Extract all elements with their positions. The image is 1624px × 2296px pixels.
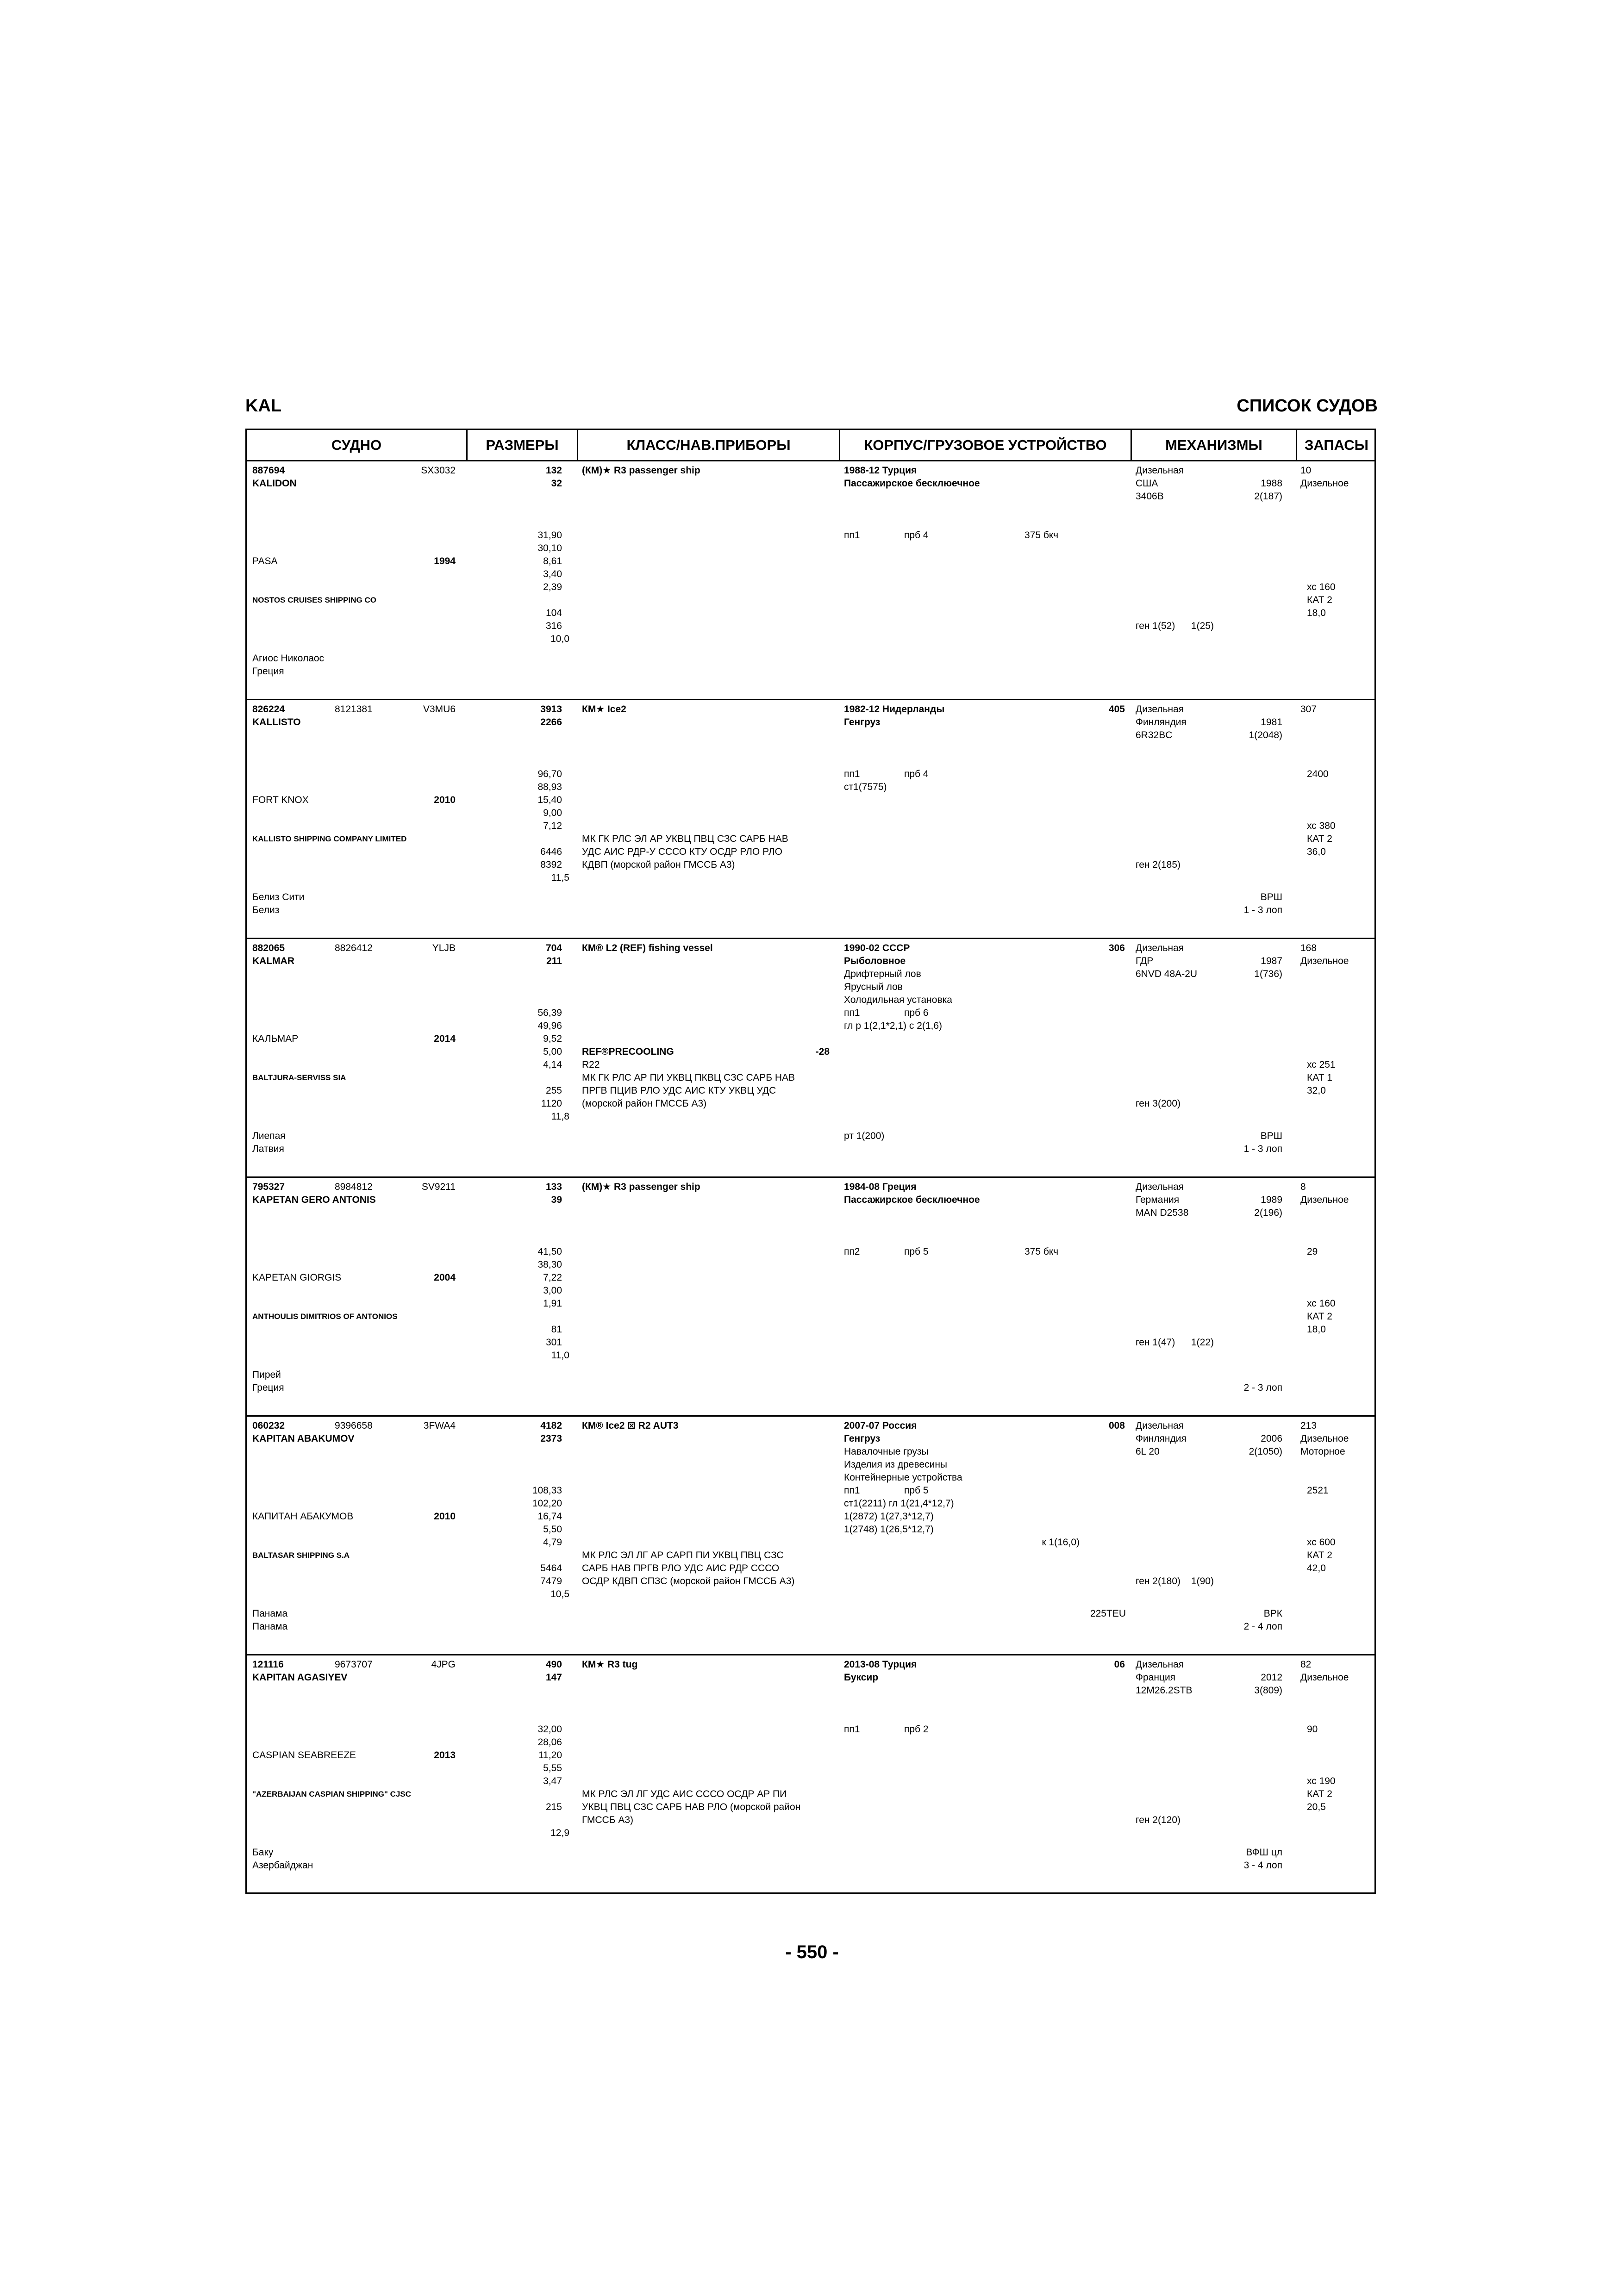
generators: ген 2(120) [1136,1815,1181,1825]
stock-value: хс 190 [1307,1776,1336,1786]
dimension-value: 15,40 [537,795,562,805]
class-notation: КМ★ R3 tug [582,1659,638,1670]
page-number: - 550 - [785,1942,839,1962]
bulkheads: прб 4 [904,769,929,779]
class-notation: КМ★ Ice2 [582,704,626,715]
ship-name: KAPITAN AGASIYEV [252,1672,348,1683]
gross-tonnage: 490 [545,1659,562,1670]
machinery-line: Дизельная [1136,1182,1184,1192]
speed: 11,8 [551,1111,569,1122]
build-date-country: 1990-02 СССР [844,943,910,953]
hold-dimension-line: 1(2748) 1(26,5*12,7) [844,1524,934,1535]
net-tonnage: 39 [551,1195,562,1205]
propeller: ВФШ цл [1246,1847,1282,1858]
generators-aux: 1(90) [1191,1576,1214,1587]
imo-number: 8121381 [335,704,373,715]
former-name-year: 1994 [434,556,456,566]
capacity-a: 5464 [540,1563,562,1574]
ship-record [247,1655,1374,1894]
capacity-b: 8392 [540,859,562,870]
capacity-a: 81 [551,1324,562,1335]
home-port: Баку [252,1847,274,1858]
stock-value: КАТ 2 [1307,595,1332,605]
gross-tonnage: 4182 [540,1420,562,1431]
build-date-country: 2013-08 Турция [844,1659,917,1670]
dimension-value: 5,00 [543,1046,562,1057]
stock-value: хс 251 [1307,1059,1336,1070]
stock-value: КАТ 1 [1307,1072,1332,1083]
stock-value: КАТ 2 [1307,1550,1332,1561]
dimension-value: 4,79 [543,1537,562,1548]
class-notation: КМ® Ice2 ⊠ R2 AUT3 [582,1420,679,1431]
col-header-hull: КОРПУС/ГРУЗОВОЕ УСТРОЙСТВО [839,430,1131,460]
stock-fuel-type: Дизельное [1300,478,1349,489]
stock-value: 18,0 [1307,1324,1326,1335]
capacity-b: 301 [545,1337,562,1348]
call-sign: V3MU6 [423,704,456,715]
propeller: ВРК [1263,1608,1282,1619]
nav-equipment-line: КДВП (морской район ГМССБ А3) [582,859,735,870]
ship-name: KAPITAN ABAKUMOV [252,1433,355,1444]
machinery-power: 2(196) [1254,1207,1282,1218]
hull-type-line: Ярусный лов [844,982,903,992]
generators: ген 1(47) [1136,1337,1175,1348]
machinery-line: 6R32BC [1136,730,1173,740]
hold-dimension-line: ст1(7575) [844,782,887,792]
build-date-country: 1982-12 Нидерланды [844,704,945,715]
propeller-blades: 3 - 4 лоп [1243,1860,1282,1871]
net-tonnage: 32 [551,478,562,489]
imo-number: 9673707 [335,1659,373,1670]
owner: "AZERBAIJAN CASPIAN SHIPPING" CJSC [252,1790,411,1798]
hull-bottom-info: рт 1(200) [844,1131,885,1141]
stock-value: КАТ 2 [1307,1789,1332,1799]
decks: пп2 [844,1246,860,1257]
dimension-value: 41,50 [537,1246,562,1257]
dimension-value: 3,47 [543,1776,562,1786]
ship-record [247,1417,1374,1655]
dimension-value: 1,91 [543,1298,562,1309]
owner: BALTASAR SHIPPING S.A [252,1551,350,1560]
dimension-value: 7,22 [543,1272,562,1283]
hull-code: 008 [1108,1420,1125,1431]
former-name-year: 2010 [434,1511,456,1522]
home-port: Панама [252,1608,288,1619]
capacity-b: 316 [545,621,562,631]
dimension-value: 11,20 [538,1750,562,1761]
former-name-year: 2010 [434,795,456,805]
reg-number: 060232 [252,1420,285,1431]
machinery-year: 1989 [1261,1195,1282,1205]
nav-equipment-line: МК РЛС ЭЛ ЛГ УДС АИС СССО ОСДР АР ПИ [582,1789,787,1799]
generators: ген 1(52) [1136,621,1175,631]
ships-table [245,429,1376,1894]
imo-number: 8826412 [335,943,373,953]
dimension-value: 102,20 [532,1498,562,1509]
stock-fuel-amount: 168 [1300,943,1317,953]
reg-number: 826224 [252,704,285,715]
imo-number: 9396658 [335,1420,373,1431]
col-header-class: КЛАСС/НАВ.ПРИБОРЫ [577,430,839,460]
decks: пп1 [844,1485,860,1496]
hull-type-line: Пассажирское бесклюечное [844,478,980,489]
machinery-line: Дизельная [1136,1420,1184,1431]
hull-code: 405 [1108,704,1125,715]
nav-equipment-line: МК ГК РЛС АР ПИ УКВЦ ПКВЦ СЗС САРБ НАВ [582,1072,795,1083]
stock-water: 90 [1307,1724,1318,1735]
propeller: ВРШ [1260,892,1282,902]
capacity-a: 215 [545,1802,562,1812]
machinery-line: Франция [1136,1672,1176,1683]
nav-equipment-line: ПРГВ ПЦИВ РЛО УДС АИС КТУ УКВЦ УДС [582,1085,776,1096]
stock-fuel-amount: 8 [1300,1182,1306,1192]
machinery-line: 12M26.2STB [1136,1685,1193,1696]
build-date-country: 2007-07 Россия [844,1420,917,1431]
flag-state: Латвия [252,1144,284,1154]
propeller-blades: 1 - 3 лоп [1243,905,1282,915]
call-sign: SX3032 [421,465,456,476]
imo-number: 8984812 [335,1182,373,1192]
machinery-power: 2(1050) [1249,1446,1282,1457]
stock-value: 18,0 [1307,608,1326,618]
call-sign: SV9211 [421,1182,456,1192]
col-header-ship: СУДНО [331,437,382,453]
machinery-line: Дизельная [1136,465,1184,476]
table-header [247,430,1374,461]
stock-value: КАТ 2 [1307,834,1332,844]
home-port: Белиз Сити [252,892,305,902]
former-name: КАПИТАН АБАКУМОВ [252,1511,354,1522]
propeller-blades: 2 - 4 лоп [1243,1621,1282,1632]
ship-record [247,700,1374,939]
stock-fuel-type: Моторное [1300,1446,1345,1457]
former-name: КАЛЬМАР [252,1033,299,1044]
nav-equipment-line: МК ГК РЛС ЭЛ АР УКВЦ ПВЦ СЗС САРБ НАВ [582,834,788,844]
nav-equipment-line: САРБ НАВ ПРГВ РЛО УДС АИС РДР СССО [582,1563,780,1574]
stock-fuel-amount: 213 [1300,1420,1317,1431]
class-notation: КМ® L2 (REF) fishing vessel [582,943,713,953]
call-sign: 3FWA4 [423,1420,456,1431]
decks: пп1 [844,1724,860,1735]
capacity-a: 104 [545,608,562,618]
ship-name: KALMAR [252,956,294,966]
hull-type-line: Дрифтерный лов [844,969,921,979]
machinery-line: 3406B [1136,491,1164,502]
owner: NOSTOS CRUISES SHIPPING CO [252,596,376,604]
stock-value: 32,0 [1307,1085,1326,1096]
gross-tonnage: 133 [545,1182,562,1192]
stock-value: хс 160 [1307,582,1336,592]
nav-equipment-line: ОСДР КДВП СПЗС (морской район ГМССБ А3) [582,1576,795,1587]
bulkheads: прб 5 [904,1246,929,1257]
dimension-value: 4,14 [543,1059,562,1070]
ref-notation: REF®PRECOOLING [582,1046,674,1057]
bulkheads: прб 4 [904,530,929,541]
class-notation: (КМ)★ R3 passenger ship [582,465,700,476]
dimension-value: 56,39 [537,1008,562,1018]
former-name: KAPETAN GIORGIS [252,1272,342,1283]
machinery-line: Финляндия [1136,1433,1187,1444]
container-capacity: 225TEU [1090,1608,1126,1619]
dimension-value: 9,52 [543,1033,562,1044]
section-code: KAL [245,396,282,416]
bulkheads: прб 6 [904,1008,929,1018]
stock-water: 2521 [1307,1485,1329,1496]
ship-name: KAPETAN GERO ANTONIS [252,1195,376,1205]
stock-fuel-amount: 307 [1300,704,1317,715]
machinery-line: Дизельная [1136,704,1184,715]
dimension-value: 108,33 [532,1485,562,1496]
nav-equipment-line: ГМССБ А3) [582,1815,634,1825]
former-name: CASPIAN SEABREEZE [252,1750,356,1761]
stock-fuel-type: Дизельное [1300,1672,1349,1683]
stock-fuel-amount: 82 [1300,1659,1312,1670]
home-port: Лиепая [252,1131,286,1141]
machinery-line: Дизельная [1136,1659,1184,1670]
dimension-value: 28,06 [537,1737,562,1748]
machinery-line: 6L 20 [1136,1446,1160,1457]
propeller-blades: 1 - 3 лоп [1243,1144,1282,1154]
gross-tonnage: 132 [545,465,562,476]
stock-value: 42,0 [1307,1563,1326,1574]
dimension-value: 7,12 [543,821,562,831]
hull-type-line: Буксир [844,1672,879,1683]
generators-aux: 1(25) [1191,621,1214,631]
speed: 10,5 [550,1589,569,1599]
home-port: Агиос Николаос [252,653,325,664]
flag-state: Греция [252,666,284,677]
machinery-line: США [1136,478,1158,489]
dimension-value: 31,90 [537,530,562,541]
speed: 10,0 [550,634,569,644]
speed: 12,9 [550,1828,569,1838]
propeller-blades: 2 - 3 лоп [1243,1382,1282,1393]
flag-state: Панама [252,1621,288,1632]
former-name-year: 2014 [434,1033,456,1044]
speed: 11,0 [551,1350,569,1361]
machinery-year: 1987 [1261,956,1282,966]
dimension-value: 88,93 [537,782,562,792]
dimension-value: 96,70 [537,769,562,779]
net-tonnage: 211 [546,956,562,966]
refrigerant: R22 [582,1059,600,1070]
stock-fuel-type: Дизельное [1300,1195,1349,1205]
col-header-stocks: ЗАПАСЫ [1296,430,1376,460]
capacity-b: 1120 [541,1098,562,1109]
machinery-line: Дизельная [1136,943,1184,953]
call-sign: 4JPG [431,1659,456,1670]
decks: пп1 [844,1008,860,1018]
net-tonnage: 2266 [540,717,562,728]
nav-equipment-line: (морской район ГМССБ А3) [582,1098,707,1109]
stock-value: 20,5 [1307,1802,1326,1812]
reg-number: 121116 [252,1659,284,1670]
flag-state: Белиз [252,905,280,915]
hull-type-line: Контейнерные устройства [844,1472,962,1483]
nav-equipment-line: МК РЛС ЭЛ ЛГ АР САРП ПИ УКВЦ ПВЦ СЗС [582,1550,784,1561]
capacity-a: 6446 [540,846,562,857]
ship-name: KALIDON [252,478,297,489]
stock-water: 2400 [1307,769,1329,779]
gross-tonnage: 3913 [540,704,562,715]
dimension-value: 2,39 [543,582,562,592]
machinery-year: 2006 [1261,1433,1282,1444]
generators: ген 2(180) [1136,1576,1181,1587]
stock-fuel-amount: 10 [1300,465,1312,476]
dimension-value: 38,30 [537,1259,562,1270]
hold-dimension-line: ст1(2211) гл 1(21,4*12,7) [844,1498,954,1509]
hull-extra: 375 бкч [1024,530,1059,541]
nav-equipment-line: УДС АИС РДР-У СССО КТУ ОСДР РЛО РЛО [582,846,782,857]
hull-type-line: Холодильная установка [844,995,952,1005]
owner: BALTJURA-SERVISS SIA [252,1073,346,1082]
nav-equipment-line: УКВЦ ПВЦ СЗС САРБ НАВ РЛО (морской район [582,1802,801,1812]
gross-tonnage: 704 [545,943,562,953]
dimension-value: 16,74 [537,1511,562,1522]
machinery-year: 1981 [1261,717,1282,728]
stock-value: хс 600 [1307,1537,1336,1548]
hold-dimension-line: гл р 1(2,1*2,1) с 2(1,6) [844,1020,943,1031]
hull-type-line: Генгруз [844,717,881,728]
machinery-line: 6NVD 48A-2U [1136,969,1198,979]
hull-type-line: Пассажирское бесклюечное [844,1195,980,1205]
reg-number: 882065 [252,943,285,953]
build-date-country: 1984-08 Греция [844,1182,917,1192]
hull-type-line: Навалочные грузы [844,1446,929,1457]
former-name: PASA [252,556,278,566]
page-title: СПИСОК СУДОВ [1237,396,1378,416]
flag-state: Греция [252,1382,284,1393]
hull-code: 306 [1108,943,1125,953]
home-port: Пирей [252,1369,281,1380]
ship-record [247,461,1374,700]
owner: ANTHOULIS DIMITRIOS OF ANTONIOS [252,1312,398,1321]
machinery-power: 1(2048) [1249,730,1282,740]
crane-info: к 1(16,0) [1042,1537,1080,1548]
generators: ген 2(185) [1136,859,1181,870]
hull-type-line: Изделия из древесины [844,1459,948,1470]
net-tonnage: 147 [545,1672,562,1683]
ship-record [247,939,1374,1178]
flag-state: Азербайджан [252,1860,313,1871]
dimension-value: 3,40 [543,569,562,579]
speed: 11,5 [551,872,569,883]
class-notation: (КМ)★ R3 passenger ship [582,1182,700,1192]
capacity-a: 255 [545,1085,562,1096]
former-name: FORT KNOX [252,795,309,805]
reg-number: 795327 [252,1182,285,1192]
dimension-value: 8,61 [543,556,562,566]
col-header-machinery: МЕХАНИЗМЫ [1131,430,1296,460]
dimension-value: 9,00 [543,808,562,818]
bulkheads: прб 2 [904,1724,929,1735]
stock-water: 29 [1307,1246,1318,1257]
machinery-power: 2(187) [1254,491,1282,502]
machinery-line: ГДР [1136,956,1154,966]
former-name-year: 2004 [434,1272,456,1283]
hull-type-line: Рыболовное [844,956,906,966]
stock-value: хс 160 [1307,1298,1336,1309]
reg-number: 887694 [252,465,285,476]
generators-aux: 1(22) [1191,1337,1214,1348]
ship-record [247,1178,1374,1417]
hull-type-line: Генгруз [844,1433,881,1444]
machinery-line: Германия [1136,1195,1180,1205]
stock-value: 36,0 [1307,846,1326,857]
dimension-value: 30,10 [537,543,562,554]
generators: ген 3(200) [1136,1098,1181,1109]
col-header-dimensions: РАЗМЕРЫ [466,430,577,460]
net-tonnage: 2373 [540,1433,562,1444]
capacity-b: 7479 [540,1576,562,1587]
decks: пп1 [844,530,860,541]
machinery-power: 3(809) [1254,1685,1282,1696]
bulkheads: прб 5 [904,1485,929,1496]
stock-fuel-type: Дизельное [1300,1433,1349,1444]
build-date-country: 1988-12 Турция [844,465,917,476]
dimension-value: 5,50 [543,1524,562,1535]
propeller: ВРШ [1260,1131,1282,1141]
machinery-line: Финляндия [1136,717,1187,728]
decks: пп1 [844,769,860,779]
ship-name: KALLISTO [252,717,301,728]
machinery-power: 1(736) [1254,969,1282,979]
hull-extra: 375 бкч [1024,1246,1059,1257]
call-sign: YLJB [432,943,456,953]
stock-fuel-type: Дизельное [1300,956,1349,966]
ref-value: -28 [815,1046,830,1057]
machinery-line: MAN D2538 [1136,1207,1189,1218]
stock-value: хс 380 [1307,821,1336,831]
hull-code: 06 [1114,1659,1125,1670]
dimension-value: 3,00 [543,1285,562,1296]
stock-value: КАТ 2 [1307,1311,1332,1322]
owner: KALLISTO SHIPPING COMPANY LIMITED [252,834,407,843]
machinery-year: 2012 [1261,1672,1282,1683]
hold-dimension-line: 1(2872) 1(27,3*12,7) [844,1511,934,1522]
dimension-value: 5,55 [543,1763,562,1773]
dimension-value: 49,96 [537,1020,562,1031]
dimension-value: 32,00 [537,1724,562,1735]
former-name-year: 2013 [434,1750,456,1761]
machinery-year: 1988 [1261,478,1282,489]
